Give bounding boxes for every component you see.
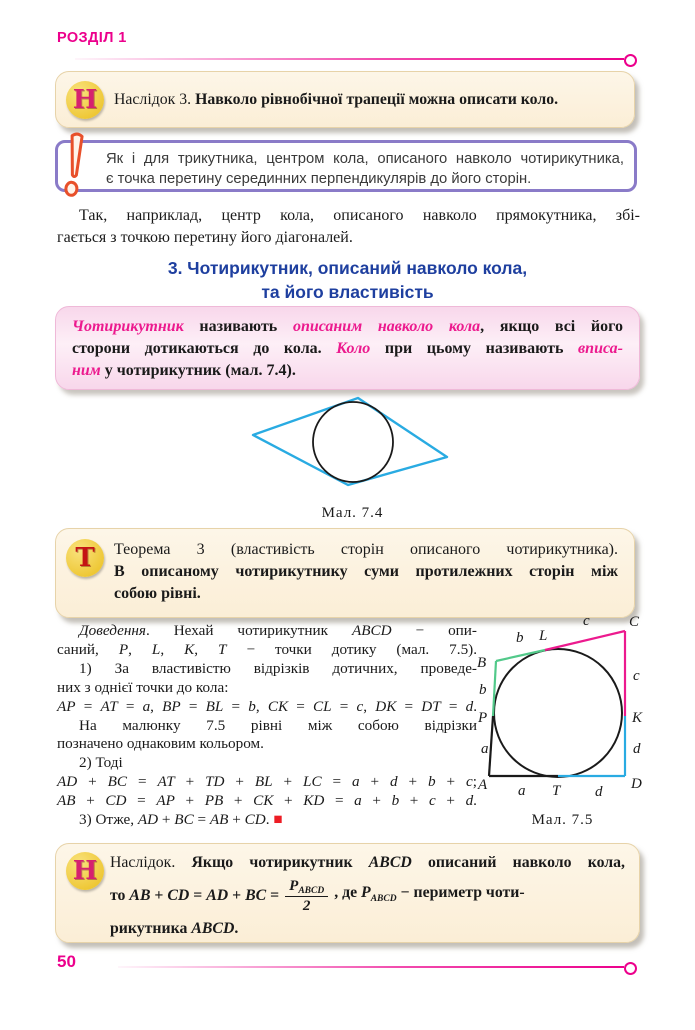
corollary-badge-icon: Н — [66, 852, 104, 890]
proof-line: позначено однаковим кольором. — [57, 735, 264, 753]
note-line-2: є точка перетину серединних перпендикулярів до його сторін. — [106, 171, 532, 187]
corollary3-text: Наслідок 3. Навколо рівнобічної трапеції можна описати коло. — [114, 90, 559, 108]
proof-line: AD + BC = AT + TD + BL + LC = a + d + b + c; — [57, 773, 477, 791]
segment-label-c: c — [633, 668, 640, 684]
corollary-line-2 — [110, 874, 625, 918]
segment-label-a: a — [481, 741, 489, 757]
fraction-numerator — [285, 879, 328, 897]
segment-label-d: d — [633, 741, 641, 757]
tangent-point-label-L: L — [539, 628, 548, 644]
segment-label-b: b — [516, 630, 524, 646]
corollary-line-2-pre: то AB + CD = AD + BC = — [110, 887, 280, 904]
corollary-badge-icon: Н — [66, 81, 104, 119]
proof-line: Доведення. Нехай чотирикутник ABCD − опи- — [79, 622, 477, 639]
figure-7-4-caption: Мал. 7.4 — [321, 505, 384, 521]
theorem-line-1: Теорема 3 (властивість сторін описаного чотирикутника). — [114, 541, 618, 558]
corollary3-box — [55, 71, 635, 128]
section-heading-line-2: та його властивість — [261, 281, 434, 302]
header-rule-end-ring-icon — [624, 54, 637, 67]
footer-rule-end-ring-icon — [624, 962, 637, 975]
section-heading — [0, 257, 695, 304]
figure-7-5 — [475, 612, 650, 829]
header-rule — [75, 58, 624, 60]
inscribed-circle — [494, 649, 622, 777]
theorem-line-3: собою рівні. — [114, 585, 201, 602]
segment-label-b: b — [479, 682, 487, 698]
corollary-line-2-post: , де $P_{ABCD}$ − периметр чоти- — [334, 884, 525, 904]
chapter-label: РОЗДІЛ 1 — [57, 30, 127, 46]
segment-label-c: c — [583, 613, 590, 629]
corollary-line-3: рикутника ABCD. — [110, 920, 239, 937]
fraction-denominator: 2 — [302, 897, 311, 914]
footer-rule — [118, 966, 624, 968]
corollary-line-1: Наслідок. Якщо чотирикутник ABCD описаний навколо кола, — [110, 854, 625, 871]
theorem-box — [55, 528, 635, 618]
page-number: 50 — [57, 952, 76, 971]
tangent-segments-c — [545, 631, 625, 716]
definition-line-2: сторони дотикаються до кола. Коло при цьому називають вписа- — [72, 340, 623, 357]
figure-7-4 — [235, 393, 470, 522]
proof-block — [57, 622, 477, 830]
definition-box — [55, 306, 640, 390]
circumscribed-quadrilateral — [253, 398, 447, 485]
vertex-label-A: A — [478, 777, 488, 793]
paragraph-line-2: гається з точкою перетину його діагоналей. — [57, 229, 353, 246]
proof-line: 3) Отже, AD + BC = AB + CD. ■ — [79, 811, 283, 829]
segment-label-a: a — [518, 783, 526, 799]
fraction-numerator-subscript: ABCD — [298, 886, 325, 896]
paragraph-line-1: Так, наприклад, центр кола, описаного навколо прямокутника, збі- — [79, 207, 640, 224]
proof-line: AP = AT = a, BP = BL = b, CK = CL = c, DK = DT = d. — [57, 697, 478, 715]
exclamation-icon — [58, 131, 92, 201]
vertex-label-C: C — [629, 614, 640, 630]
tangent-point-label-T: T — [552, 783, 561, 799]
tangent-point-label-K: K — [632, 710, 643, 726]
proof-line: AB + CD = AP + PB + CK + KD = a + b + c + d. — [57, 792, 477, 810]
note-line-1: Як і для трикутника, центром кола, описаного навколо чотирикутника, — [106, 151, 624, 167]
vertex-label-B: B — [477, 655, 487, 671]
theorem-line-2: В описаному чотирикутнику суми протилежних сторін між — [114, 563, 618, 580]
proof-line: них з однієї точки до кола: — [57, 678, 229, 696]
section-heading-line-1: 3. Чотирикутник, описаний навколо кола, — [167, 258, 528, 278]
body-paragraph — [57, 205, 640, 249]
proof-line: 1) За властивістю відрізків дотичних, проведе- — [79, 659, 477, 677]
fraction-numerator-symbol: P — [289, 877, 299, 894]
definition-line-3: ним у чотирикутник (мал. 7.4). — [72, 362, 296, 379]
proof-line: На малюнку 7.5 рівні між собою відрізки — [79, 716, 477, 734]
note-box — [55, 140, 637, 192]
figure-7-5-drawing — [475, 612, 650, 802]
figure-7-5-caption: Мал. 7.5 — [531, 812, 594, 828]
figure-7-4-drawing — [235, 393, 470, 495]
definition-line-1: Чотирикутник називають описаним навколо кола, якщо всі його — [72, 318, 623, 335]
tangent-point-label-P: P — [478, 710, 488, 726]
corollary-box — [55, 843, 640, 943]
vertex-label-D: D — [631, 776, 642, 792]
proof-line: саний, P, L, K, T − точки дотику (мал. 7.5). — [57, 640, 478, 658]
inscribed-circle — [313, 402, 393, 482]
theorem-badge-icon: Т — [66, 539, 104, 577]
proof-line: 2) Тоді — [79, 754, 123, 772]
fraction-p-over-2 — [285, 879, 328, 914]
segment-label-d: d — [595, 784, 603, 800]
